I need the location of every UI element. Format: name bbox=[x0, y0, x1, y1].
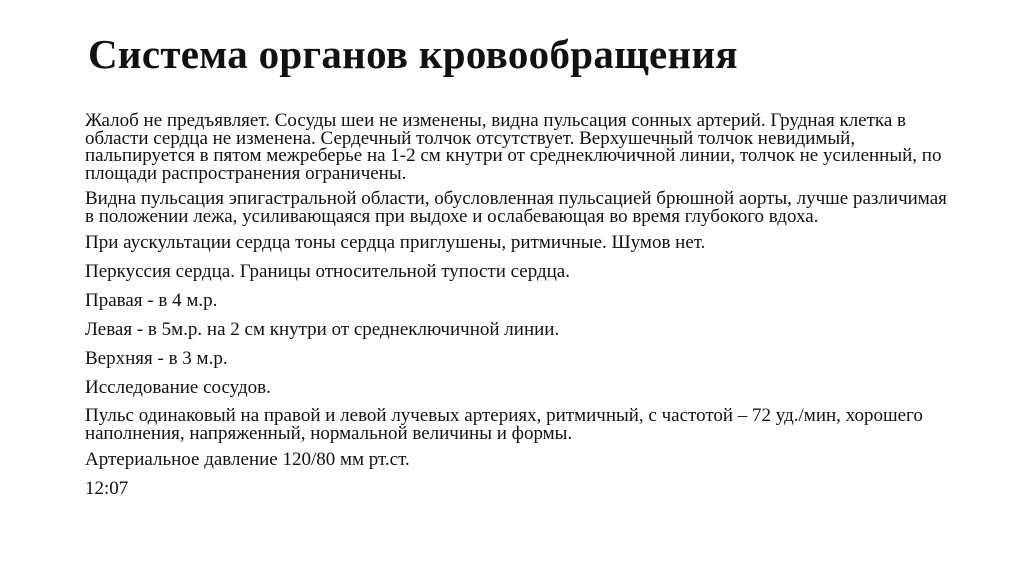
paragraph-time: 12:07 bbox=[85, 478, 129, 499]
paragraph-epigastric-pulsation: Видна пульсация эпигастральной области, обусловленная пульсацией брюшной аорты, лучше различимая в положении лежа, усиливающаяся при выдохе и ослабевающая во время глубокого вдоха. bbox=[85, 188, 947, 227]
slide-title: Система органов кровообращения bbox=[88, 31, 738, 77]
paragraph-complaints-exam: Жалоб не предъявляет. Сосуды шеи не изменены, видна пульсация сонных артерий. Грудная клетка в области сердца не изменена. Сердечный толчок отсутствует. Верхушечный толчок невидимый, пальпируется в пятом межреберье на 1-2 см кнутри от среднеключичной линии, толчок не усиленный, по площади распространения ограничены. bbox=[85, 110, 942, 184]
paragraph-left-border: Левая - в 5м.р. на 2 см кнутри от среднеключичной линии. bbox=[85, 319, 560, 340]
paragraph-percussion: Перкуссия сердца. Границы относительной тупости сердца. bbox=[85, 261, 570, 282]
slide-body bbox=[85, 112, 955, 508]
paragraph-right-border: Правая - в 4 м.р. bbox=[85, 290, 218, 311]
paragraph-upper-border: Верхняя - в 3 м.р. bbox=[85, 348, 228, 369]
paragraph-vessels: Исследование сосудов. bbox=[85, 377, 271, 398]
paragraph-pulse: Пульс одинаковый на правой и левой лучевых артериях, ритмичный, с частотой – 72 уд./мин, хорошего наполнения, напряженный, нормальной величины и формы. bbox=[85, 405, 923, 444]
paragraph-auscultation: При аускультации сердца тоны сердца приглушены, ритмичные. Шумов нет. bbox=[85, 232, 706, 253]
paragraph-blood-pressure: Артериальное давление 120/80 мм рт.ст. bbox=[85, 449, 410, 470]
